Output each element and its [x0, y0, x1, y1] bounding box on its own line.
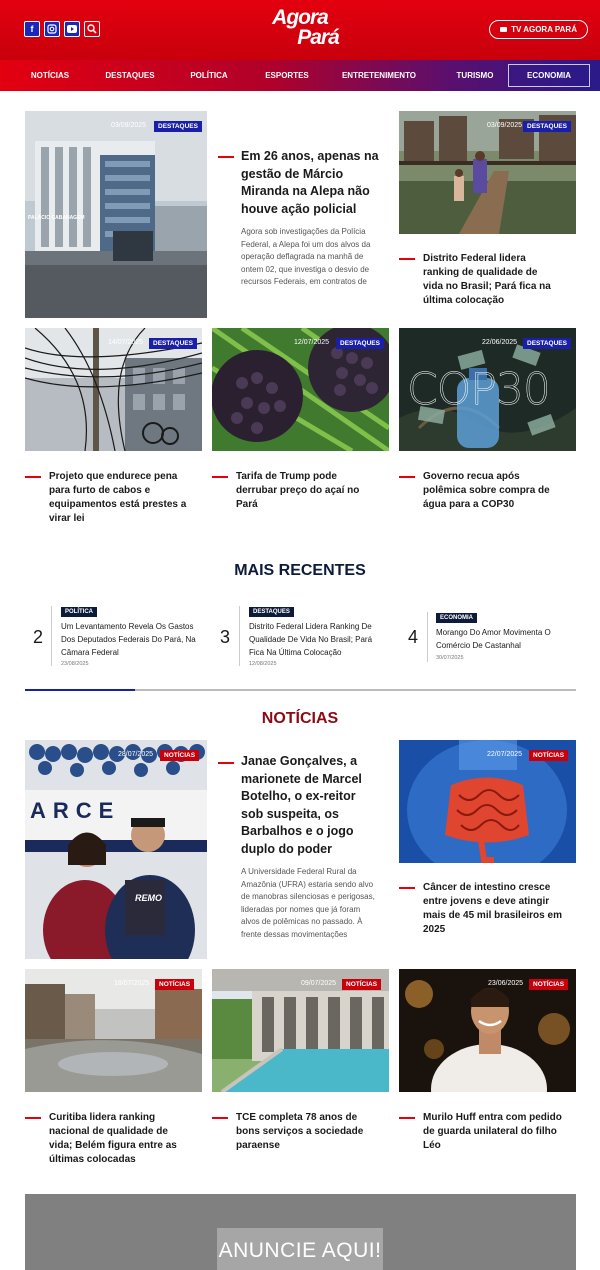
category-badge[interactable]: NOTÍCIAS	[529, 750, 568, 761]
category-badge[interactable]: DESTAQUES	[149, 338, 197, 349]
news-side-image[interactable]	[399, 740, 576, 863]
news-row-title-3[interactable]: Murilo Huff entra com pedido de guarda unilateral do filho Léo	[423, 1112, 562, 1151]
image-banner-text: ARCE	[30, 798, 121, 823]
nav-item-esportes[interactable]: ESPORTES	[265, 71, 309, 80]
card-date: 22/06/2025	[482, 339, 518, 346]
news-side-title[interactable]: Câncer de intestino cresce entre jovens e deve atingir mais de 45 mil brasileiros em 2025	[423, 882, 562, 935]
headline-dash	[399, 258, 415, 260]
card-date: 12/07/2025	[294, 339, 330, 346]
recent-divider	[427, 612, 428, 662]
featured-row-title-1[interactable]: Projeto que endurece pena para furto de cabos e equipamentos está prestes a virar lei	[49, 471, 187, 524]
image-sign-text: PALÁCIO CABANAGEM	[28, 215, 85, 221]
recent-date: 23/08/2025	[61, 661, 89, 667]
recent-divider	[239, 606, 240, 666]
featured-main-excerpt: Agora sob investigações da Polícia Federal, a Alepa foi um dos alvos da operação deflagrada na manhã de ontem 02, que investiga o desvio de recursos Federais, em contratos de	[241, 227, 371, 286]
tv-icon	[500, 27, 507, 32]
featured-row-image-2[interactable]	[212, 328, 389, 451]
news-main-image[interactable]	[25, 740, 207, 959]
featured-row-image-3[interactable]	[399, 328, 576, 451]
featured-row-title-2[interactable]: Tarifa de Trump pode derrubar preço do açaí no Pará	[236, 471, 360, 510]
headline-dash	[25, 476, 41, 478]
headline-dash	[218, 156, 234, 158]
ad-banner[interactable]	[25, 1194, 576, 1270]
card-date: 28/07/2025	[118, 751, 154, 758]
featured-side-image[interactable]	[399, 111, 576, 234]
headline-dash	[212, 1117, 228, 1119]
social-links	[24, 21, 100, 37]
category-badge[interactable]: DESTAQUES	[523, 338, 571, 349]
headline-dash	[212, 476, 228, 478]
recent-number: 4	[408, 627, 419, 647]
youtube-icon[interactable]	[64, 21, 80, 37]
headline-dash	[218, 762, 234, 764]
search-icon[interactable]	[84, 21, 100, 37]
card-date: 03/09/2025	[487, 122, 523, 129]
featured-main-title[interactable]: Em 26 anos, apenas na gestão de Márcio Miranda na Alepa não houve ação policial	[241, 149, 379, 216]
recent-category-badge[interactable]: ECONOMIA	[436, 613, 477, 623]
recent-number: 3	[220, 627, 231, 647]
card-date: 14/07/2025	[108, 339, 144, 346]
recent-section-title: MAIS RECENTES	[234, 562, 366, 579]
featured-row-image-1[interactable]	[25, 328, 202, 451]
headline-dash	[25, 1117, 41, 1119]
news-section-title: NOTÍCIAS	[261, 710, 339, 727]
news-row-image-2[interactable]	[212, 969, 389, 1092]
nav-item-entretenimento[interactable]: ENTRETENIMENTO	[341, 71, 417, 80]
logo-line-1: Agora	[272, 6, 328, 29]
recent-date: 12/08/2025	[249, 661, 277, 667]
nav-item-noticias[interactable]: NOTÍCIAS	[30, 71, 70, 80]
featured-row-title-3[interactable]: Governo recua após polêmica sobre compra de água para a COP30	[423, 471, 550, 510]
news-main-title[interactable]: Janae Gonçalves, a marionete de Marcel Botelho, o ex-reitor sob suspeita, os Barbalhos e o jogo duplo do poder	[241, 754, 362, 856]
main-nav	[0, 60, 600, 91]
card-date: 22/07/2025	[487, 751, 523, 758]
recent-category-badge[interactable]: POLÍTICA	[61, 607, 97, 617]
recent-number: 2	[33, 627, 44, 647]
recent-category-badge[interactable]: DESTAQUES	[249, 607, 294, 617]
card-date: 09/07/2025	[301, 980, 337, 987]
category-badge[interactable]: DESTAQUES	[523, 121, 571, 132]
image-bag-text: REMO	[135, 893, 162, 903]
recent-title[interactable]: Um Levantamento Revela Os Gastos Dos Deputados Federais Do Pará, Na Câmara Federal	[61, 622, 196, 657]
ad-label[interactable]: ANUNCIE AQUI!	[217, 1228, 383, 1270]
news-main-excerpt: A Universidade Federal Rural da Amazônia (UFRA) estaria sendo alvo de manobras silenciosas e perigosas, lideradas por nomes que já foram alvos de polêmicas no passado. À frente dessas movimentações	[241, 867, 375, 939]
news-row-title-1[interactable]: Curitiba lidera ranking nacional de qualidade de vida; Belém figura entre as últimas colocadas	[49, 1112, 177, 1165]
instagram-icon[interactable]	[44, 21, 60, 37]
category-badge[interactable]: NOTÍCIAS	[529, 979, 568, 990]
category-badge[interactable]: NOTÍCIAS	[342, 979, 381, 990]
tv-button-label: TV AGORA PARÁ	[511, 25, 577, 34]
news-row-title-2[interactable]: TCE completa 78 anos de bons serviços a sociedade paraense	[236, 1112, 364, 1151]
headline-dash	[399, 476, 415, 478]
nav-item-economia[interactable]: ECONOMIA	[508, 64, 590, 87]
headline-dash	[399, 887, 415, 889]
carousel-progress-fill	[25, 689, 135, 691]
card-date: 23/06/2025	[488, 980, 524, 987]
tv-agora-button[interactable]	[489, 20, 588, 39]
nav-item-destaques[interactable]: DESTAQUES	[105, 71, 155, 80]
carousel-progress-track[interactable]	[25, 689, 576, 691]
category-badge[interactable]: DESTAQUES	[154, 121, 202, 132]
category-badge[interactable]: DESTAQUES	[336, 338, 384, 349]
headline-dash	[399, 1117, 415, 1119]
news-row-image-1[interactable]	[25, 969, 202, 1092]
nav-item-turismo[interactable]: TURISMO	[456, 71, 494, 80]
logo-line-2: Pará	[297, 26, 339, 49]
featured-main-image[interactable]	[25, 111, 207, 318]
card-date: 03/09/2025	[111, 122, 147, 129]
recent-date: 30/07/2025	[436, 655, 464, 661]
card-date: 18/07/2025	[114, 980, 150, 987]
recent-title[interactable]: Distrito Federal Lidera Ranking De Qualidade De Vida No Brasil; Pará Fica Na Última Colocação	[249, 622, 373, 657]
cop30-overlay-text: COP30	[407, 364, 550, 415]
category-badge[interactable]: NOTÍCIAS	[155, 979, 194, 990]
category-badge[interactable]: NOTÍCIAS	[160, 750, 199, 761]
news-row-image-3[interactable]	[399, 969, 576, 1092]
recent-divider	[51, 606, 52, 666]
recent-title[interactable]: Morango Do Amor Movimenta O Comércio De Castanhal	[436, 628, 551, 650]
top-header	[0, 0, 600, 60]
facebook-icon[interactable]: f	[24, 21, 40, 37]
site-logo[interactable]	[240, 8, 360, 48]
nav-item-politica[interactable]: POLÍTICA	[190, 71, 228, 80]
featured-side-title[interactable]: Distrito Federal lidera ranking de qualidade de vida no Brasil; Pará fica na última colocação	[423, 253, 551, 306]
